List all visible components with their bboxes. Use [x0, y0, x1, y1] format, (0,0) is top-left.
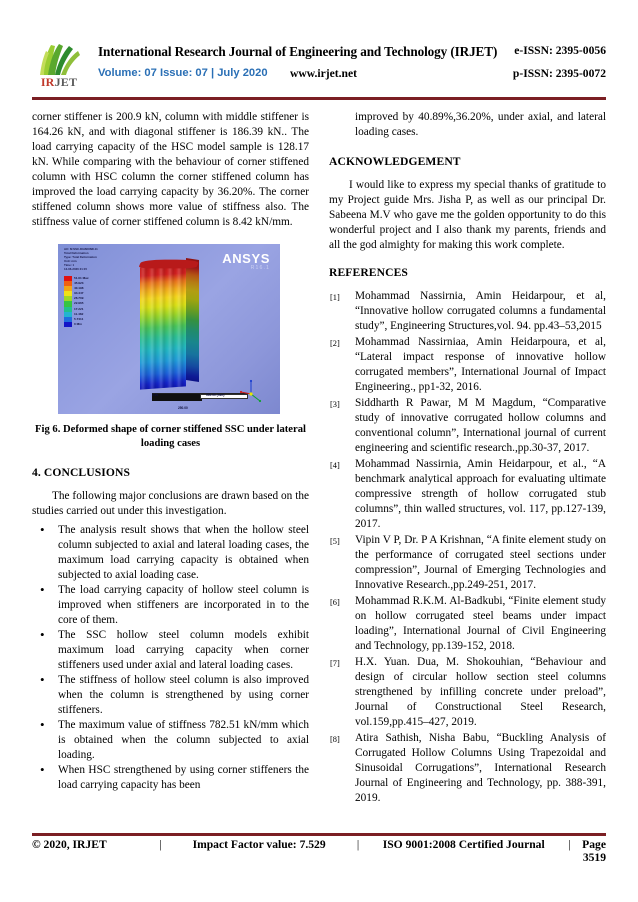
reference-item — [329, 655, 606, 730]
journal-title: International Research Journal of Engineering and Technology (IRJET) — [98, 44, 498, 59]
legend-item — [64, 322, 104, 327]
page-header — [32, 40, 606, 98]
e-issn: e-ISSN: 2395-0056 — [514, 44, 606, 57]
footer-separator: | — [356, 838, 360, 851]
legend-label: 45.923 — [74, 281, 84, 286]
acknowledgement-text: I would like to express my special thanks of gratitude to my Project guide Mrs. Jisha P, as well as our principal Dr. Sabeena M.V who gave me the golden opportunity to do this wonderful project and I also thank my parents, friends and all the god almighty for making this work complete. — [329, 179, 606, 251]
deformed-column-model — [140, 266, 198, 388]
legend-label: 22.965 — [74, 301, 84, 306]
reference-text: Vipin V P, Dr. P A Krishnan, “A finite element study on the performance of corrugated steel sections under compression”, Journal of Emerging Technologies and Innovative Research.,pp.249-251, 2017. — [355, 534, 606, 591]
header-divider — [32, 97, 606, 100]
footer-separator: | — [568, 838, 571, 851]
reference-item — [329, 457, 606, 532]
scale-label-end: 500.00 (mm) — [206, 393, 225, 397]
axis-triad-icon — [238, 378, 264, 404]
scale-bar-dark — [152, 394, 202, 401]
legend-label: 17.221 — [74, 306, 84, 311]
figure-caption: Fig 6. Deformed shape of corner stiffened SSC under lateral loading cases — [35, 424, 306, 449]
continued-paragraph: corner stiffener is 200.9 kN, column with middle stiffener is 164.26 kN, and with diagonal stiffener is 186.39 kN.. The load carrying capacity of the HSC model sample is 128.17 kN. While comparing with the behaviour of corner stiffened column with HSC column the corner stiffened column has improved the load carrying capacity by 36.20%. The corner stiffened column shows more value of stiffness also. The stiffness value of corner stiffened column is 8.42 kN/mm. — [32, 111, 309, 228]
reference-item — [329, 594, 606, 654]
page-footer — [32, 838, 606, 864]
legend-label: 34.447 — [74, 291, 84, 296]
reference-number: [8] — [330, 735, 340, 744]
reference-item — [329, 731, 606, 806]
figure-6 — [32, 244, 309, 451]
right-column — [329, 110, 606, 807]
reference-number: [3] — [330, 400, 340, 409]
reference-number: [1] — [330, 293, 340, 302]
reference-number: [2] — [330, 339, 340, 348]
legend-label: 11.482 — [74, 311, 84, 316]
references-heading: REFERENCES — [329, 266, 408, 279]
page-number: Page 3519 — [582, 838, 606, 864]
contour-legend — [64, 276, 104, 327]
list-item: • The SSC hollow steel column models exhibit maximum load carrying capacity when corner stiffeners used under axial and lateral loading cases. — [32, 628, 309, 673]
legend-label: 28.709 — [74, 296, 84, 301]
scale-bar — [152, 388, 250, 410]
iso-certification-text: ISO 9001:2008 Certified Journal — [382, 838, 545, 851]
continued-bullet-text: improved by 40.89%,36.20%, under axial, and lateral loading cases. — [355, 111, 606, 138]
legend-swatch — [64, 322, 72, 327]
list-item: • The analysis result shows that when the hollow steel column subjected to axial and lateral loading cases, the maximum load carrying capacity is obtained when subjected to axial loading case. — [32, 523, 309, 583]
journal-website[interactable]: www.irjet.net — [290, 67, 357, 80]
leaf-fan-icon — [38, 42, 80, 76]
ansys-deformation-image — [58, 244, 280, 414]
copyright-text: © 2020, IRJET — [32, 838, 107, 851]
footer-divider — [32, 833, 606, 836]
reference-item — [329, 396, 606, 456]
reference-text: Siddharth R Pawar, M M Magdum, “Comparative study of innovative corrugated hollow columns and conventional column”, International journal of current engineering and scientific research.,pp.30-37, 2017. — [355, 397, 606, 454]
irjet-logo-text: IRJET — [40, 75, 78, 89]
reference-text: Atira Sathish, Nisha Babu, “Buckling Analysis of Corrugated Hollow Columns Using Trapezoidal and Sinusoidal Corrugations”, International Research Journal of Engineering and Technology, pp. 388-391, 2019. — [355, 732, 606, 804]
legend-label: 5.7411 — [74, 316, 84, 321]
scale-label-start: 0.00 — [152, 393, 159, 397]
left-column — [32, 110, 309, 793]
legend-label: 40.198 — [74, 286, 84, 291]
reference-text: Mohammad Nassirniaa, Amin Heidarpoura, et al, “Lateral impact response of innovative hollow corrugated members”, International Journal of Impact Engineering., pp1-32, 2016. — [355, 336, 606, 393]
column-side-face — [186, 258, 199, 382]
reference-item — [329, 533, 606, 593]
footer-separator: | — [159, 838, 162, 851]
p-issn: p-ISSN: 2395-0072 — [512, 67, 606, 80]
irjet-logo — [32, 42, 86, 94]
list-item: • When HSC strengthened by using corner stiffeners the load carrying capacity has been — [32, 763, 309, 793]
conclusions-heading: 4. CONCLUSIONS — [32, 466, 131, 479]
list-item: • The maximum value of stiffness 782.51 kN/mm which is obtained when the column subjected to axial loading. — [32, 718, 309, 763]
legend-label: 51.61 Max — [74, 276, 89, 280]
list-item: • The load carrying capacity of hollow steel column is improved when stiffeners are incorporated in to the core of them. — [32, 583, 309, 628]
column-top-face — [138, 260, 200, 269]
legend-label: 0 Min — [74, 321, 82, 326]
impact-factor-text: Impact Factor value: 7.529 — [192, 838, 326, 851]
scale-label-mid: 250.00 — [178, 406, 188, 410]
reference-item — [329, 335, 606, 395]
reference-number: [4] — [330, 461, 340, 470]
reference-number: [6] — [330, 598, 340, 607]
conclusions-intro: The following major conclusions are drawn based on the studies carried out under this investigation. — [32, 490, 309, 517]
reference-text: Mohammad Nassirnia, Amin Heidarpour, et al., “A benchmark analytical approach for evaluating ultimate compressive strength of hollow corrugated stub columns”, thin walled structures, vol. 117, pp.127-139, 2017. — [355, 458, 606, 530]
list-item: • The stiffness of hollow steel column is also improved when the column is strengthened by using corner stiffeners. — [32, 673, 309, 718]
reference-item — [329, 289, 606, 334]
reference-number: [5] — [330, 537, 340, 546]
column-corrugation-shading — [140, 264, 186, 389]
reference-number: [7] — [330, 659, 340, 668]
reference-text: Mohammad Nassirnia, Amin Heidarpour, et al, “Innovative hollow corrugated columns a fundamental study”, Engineering Structures,vol. 94. pp.43–53,2015 — [355, 290, 606, 332]
reference-text: H.X. Yuan. Dua, M. Shokouhian, “Behaviour and design of circular hollow section steel columns strengthened by infilling concrete under preload”, Journal of Constructional Steel Research, vol.159,pp.415–427, 2019. — [355, 656, 606, 728]
references-list — [329, 289, 606, 806]
ansys-watermark: ANSYS R16.1 — [222, 251, 270, 271]
conclusions-list — [32, 523, 309, 793]
acknowledgement-heading: ACKNOWLEDGEMENT — [329, 155, 461, 168]
volume-issue-date: Volume: 07 Issue: 07 | July 2020 — [98, 67, 268, 79]
ansys-metadata: AC: M SSC-DIAMOND.11 Total Deformation Type: Total Deformation Unit: mm Time: 1 12-06-2020 21:15 — [64, 247, 98, 271]
reference-text: Mohammad R.K.M. Al-Badkubi, “Finite element study on hollow corrugated steel beams under impact loading”, International Journal of Civil Engineering and Technology, pp.139-152, 2018. — [355, 595, 606, 652]
